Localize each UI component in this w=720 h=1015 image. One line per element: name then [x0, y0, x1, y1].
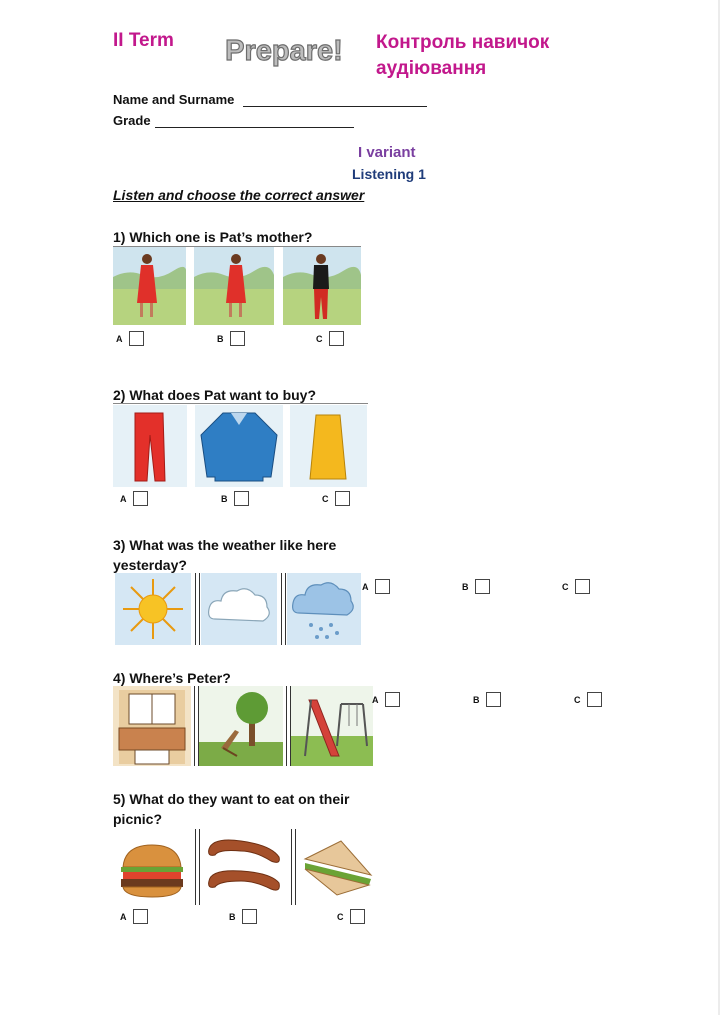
- instruction: Listen and choose the correct answer: [113, 187, 365, 203]
- grade-label: Grade: [113, 113, 151, 128]
- checkbox-c[interactable]: [350, 909, 365, 924]
- option-letter: B: [221, 493, 228, 504]
- divider: [195, 573, 200, 645]
- question-3: [113, 535, 336, 575]
- divider: [291, 829, 296, 905]
- option-letter: A: [362, 581, 369, 592]
- blue-sweater-icon: [195, 405, 283, 487]
- checkbox-a[interactable]: [129, 331, 144, 346]
- cloud-icon: [201, 573, 277, 645]
- checkbox-b[interactable]: [242, 909, 257, 924]
- checkbox-a[interactable]: [133, 491, 148, 506]
- option-letter: A: [120, 493, 127, 504]
- option-c: [337, 909, 365, 924]
- option-c: [316, 331, 344, 346]
- red-trousers-icon: [113, 405, 187, 487]
- grade-line[interactable]: [155, 127, 354, 128]
- option-a: [372, 692, 400, 707]
- checkbox-a[interactable]: [385, 692, 400, 707]
- yellow-skirt-icon: [290, 405, 367, 487]
- option-b: [473, 692, 501, 707]
- svg-text:Prepare!: Prepare!: [225, 35, 343, 67]
- option-letter: C: [322, 493, 329, 504]
- checkbox-c[interactable]: [587, 692, 602, 707]
- name-field: [113, 92, 234, 107]
- option-letter: C: [562, 581, 569, 592]
- question-1: 1) Which one is Pat’s mother?: [113, 229, 313, 245]
- option-letter: C: [574, 694, 581, 705]
- option-letter: A: [116, 333, 123, 344]
- question-3-line-2: yesterday?: [113, 557, 187, 573]
- option-a: [120, 491, 148, 506]
- option-letter: C: [337, 911, 344, 922]
- option-a: [120, 909, 148, 924]
- question-4: 4) Where’s Peter?: [113, 670, 231, 686]
- balcony-icon: [113, 686, 191, 766]
- checkbox-c[interactable]: [329, 331, 344, 346]
- option-letter: B: [217, 333, 224, 344]
- option-letter: A: [372, 694, 379, 705]
- prepare-logo: [212, 30, 357, 70]
- playground-slide-icon: [291, 686, 373, 766]
- woman-red-dress-icon: [113, 247, 186, 325]
- burger-icon: [113, 829, 191, 905]
- divider: [195, 829, 200, 905]
- sausages-icon: [201, 829, 287, 905]
- option-letter: B: [229, 911, 236, 922]
- option-letter: C: [316, 333, 323, 344]
- checkbox-c[interactable]: [575, 579, 590, 594]
- name-label: Name and Surname: [113, 92, 235, 107]
- option-c: [562, 579, 590, 594]
- title-line-2: аудіювання: [376, 58, 487, 79]
- variant-label: I variant: [358, 144, 416, 161]
- option-letter: B: [462, 581, 469, 592]
- question-5-line-2: picnic?: [113, 811, 163, 827]
- checkbox-b[interactable]: [486, 692, 501, 707]
- term-label: II Term: [113, 30, 174, 51]
- option-letter: A: [120, 911, 127, 922]
- woman-red-dress-icon: [194, 247, 274, 325]
- question-5: [113, 789, 349, 829]
- option-c: [574, 692, 602, 707]
- checkbox-c[interactable]: [335, 491, 350, 506]
- page-title: [376, 30, 549, 82]
- option-c: [322, 491, 350, 506]
- name-line[interactable]: [243, 106, 427, 107]
- option-a: [362, 579, 390, 594]
- option-a: [116, 331, 144, 346]
- checkbox-b[interactable]: [234, 491, 249, 506]
- grade-field: [113, 113, 151, 128]
- garden-chair-tree-icon: [199, 686, 283, 766]
- sandwich-icon: [297, 829, 377, 905]
- question-2: 2) What does Pat want to buy?: [113, 387, 317, 403]
- title-line-1: Контроль навичок: [376, 32, 550, 53]
- sun-icon: [115, 573, 191, 645]
- option-b: [217, 331, 245, 346]
- checkbox-b[interactable]: [475, 579, 490, 594]
- option-b: [221, 491, 249, 506]
- woman-black-top-red-trousers-icon: [283, 247, 361, 325]
- checkbox-a[interactable]: [133, 909, 148, 924]
- divider: [113, 403, 368, 404]
- option-b: [462, 579, 490, 594]
- rain-cloud-icon: [287, 573, 361, 645]
- option-letter: B: [473, 694, 480, 705]
- option-b: [229, 909, 257, 924]
- divider: [281, 573, 286, 645]
- checkbox-a[interactable]: [375, 579, 390, 594]
- question-3-line-1: 3) What was the weather like here: [113, 537, 337, 553]
- checkbox-b[interactable]: [230, 331, 245, 346]
- question-5-line-1: 5) What do they want to eat on their: [113, 791, 350, 807]
- listening-label: Listening 1: [352, 166, 426, 182]
